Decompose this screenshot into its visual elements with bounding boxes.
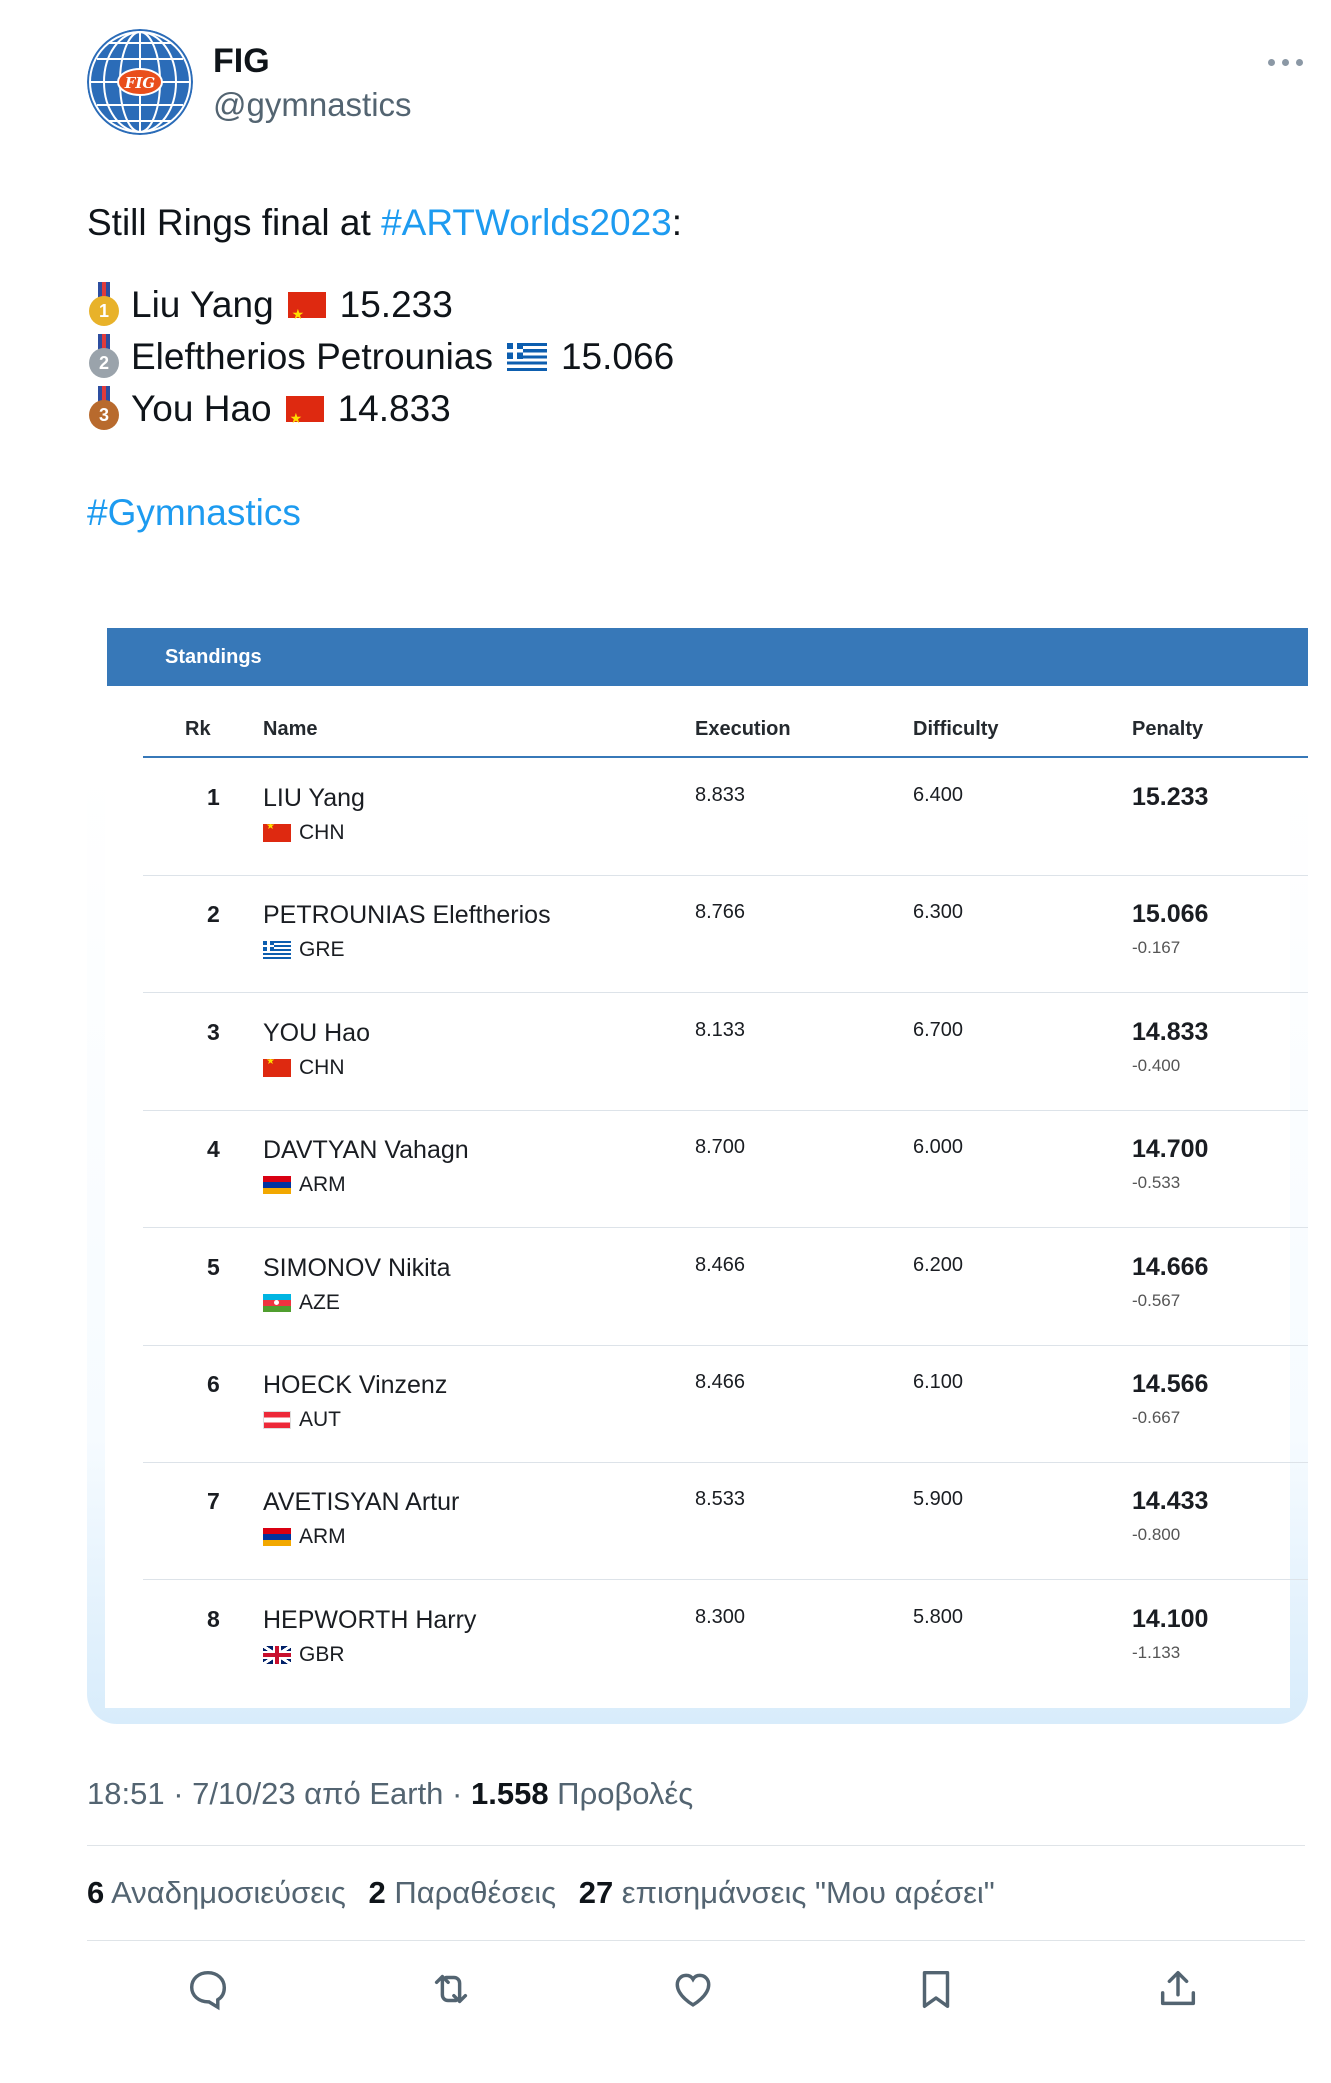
difficulty-score: 5.900 xyxy=(913,1488,964,1511)
penalty-value: -0.533 xyxy=(1132,1173,1181,1193)
athlete-name: HOECK Vinzenz xyxy=(263,1371,448,1399)
penalty-value: -0.567 xyxy=(1132,1290,1181,1310)
flag-icon xyxy=(263,1294,291,1312)
total-score: 14.433 xyxy=(1132,1487,1209,1516)
table-row xyxy=(143,1110,1308,1228)
execution-score: 8.533 xyxy=(695,1488,746,1511)
nation: GBR xyxy=(263,1643,345,1667)
execution-score: 8.766 xyxy=(695,901,746,924)
gold-medal-icon: 1 xyxy=(87,282,121,328)
fig-logo-icon xyxy=(87,29,193,135)
tweet-meta: 18:51 · 7/10/23 από Earth · 1.558 Προβολές xyxy=(87,1776,694,1811)
rank: 3 xyxy=(207,1018,220,1045)
tweet-text xyxy=(87,197,1267,539)
rank: 6 xyxy=(207,1371,220,1397)
china-flag-icon xyxy=(286,396,324,422)
table-row xyxy=(143,993,1308,1111)
divider xyxy=(87,1940,1305,1941)
difficulty-score: 6.100 xyxy=(913,1371,964,1393)
rank: 1 xyxy=(207,784,220,810)
athlete-name: AVETISYAN Artur xyxy=(263,1488,460,1517)
views-count: 1.558 xyxy=(470,1776,549,1811)
silver-medal-icon: 2 xyxy=(87,334,121,380)
timestamp[interactable]: 18:51 · 7/10/23 από Earth · xyxy=(87,1776,471,1811)
table-row xyxy=(143,875,1308,993)
more-icon[interactable] xyxy=(1268,50,1304,74)
rank: 5 xyxy=(207,1253,220,1280)
hashtag-gymnastics[interactable]: #Gymnastics xyxy=(87,492,301,533)
hashtag-artworlds[interactable]: #ARTWorlds2023 xyxy=(381,202,672,243)
difficulty-score: 5.800 xyxy=(913,1605,964,1628)
tweet-intro-line: Still Rings final at #ARTWorlds2023: xyxy=(87,202,683,243)
podium-line-1: 1 Liu Yang ★ 15.233 xyxy=(87,279,1267,331)
penalty-value: -0.667 xyxy=(1132,1408,1181,1427)
nation: ★ CHN xyxy=(263,1056,345,1080)
table-row xyxy=(143,758,1308,876)
athlete-name: LIU Yang xyxy=(263,784,365,812)
like-icon[interactable] xyxy=(670,1966,716,2012)
svg-text:FIG: FIG xyxy=(124,74,156,92)
flag-icon xyxy=(263,1646,291,1664)
bronze-medal-icon: 3 xyxy=(87,386,121,432)
total-score: 14.100 xyxy=(1132,1604,1209,1633)
difficulty-score: 6.400 xyxy=(913,784,964,806)
share-icon[interactable] xyxy=(1155,1966,1201,2012)
total-score: 15.066 xyxy=(1132,900,1209,929)
rank: 2 xyxy=(207,901,220,928)
athlete-name: DAVTYAN Vahagn xyxy=(263,1136,469,1165)
athlete-name: SIMONOV Nikita xyxy=(263,1253,451,1282)
execution-score: 8.133 xyxy=(695,1018,746,1041)
execution-score: 8.833 xyxy=(695,784,746,806)
avatar[interactable] xyxy=(87,29,193,135)
standings-image[interactable] xyxy=(87,628,1308,1724)
execution-score: 8.300 xyxy=(695,1605,746,1628)
nation: ARM xyxy=(263,1525,346,1549)
flag-icon xyxy=(263,1176,291,1194)
nation: ★ CHN xyxy=(263,821,345,845)
execution-score: 8.466 xyxy=(695,1371,746,1393)
total-score: 14.833 xyxy=(1132,1017,1209,1046)
podium-line-2: 2 Eleftherios Petrounias 15.066 xyxy=(87,331,1267,383)
rank: 7 xyxy=(207,1488,220,1515)
nation: ARM xyxy=(263,1173,346,1197)
execution-score: 8.700 xyxy=(695,1136,746,1159)
greece-flag-icon xyxy=(507,343,547,371)
execution-score: 8.466 xyxy=(695,1253,746,1276)
table-row xyxy=(143,1580,1308,1697)
difficulty-score: 6.300 xyxy=(913,901,964,924)
table-row xyxy=(143,1462,1308,1580)
podium-line-3: 3 You Hao ★ 14.833 xyxy=(87,383,1267,435)
nation: AUT xyxy=(263,1408,341,1432)
flag-icon xyxy=(263,1411,291,1429)
difficulty-score: 6.000 xyxy=(913,1136,964,1159)
table-row xyxy=(143,1228,1308,1346)
divider xyxy=(87,1845,1305,1846)
repost-icon[interactable] xyxy=(428,1966,474,2012)
total-score: 14.700 xyxy=(1132,1135,1209,1164)
flag-icon xyxy=(263,1528,291,1546)
nation: GRE xyxy=(263,938,345,962)
table-header: Rk Name Execution Difficulty Penalty xyxy=(143,698,1308,758)
flag-icon xyxy=(263,941,291,959)
quotes-stat[interactable]: 2 Παραθέσεις xyxy=(368,1875,557,1910)
reposts-stat[interactable]: 6 Αναδημοσιεύσεις xyxy=(87,1875,346,1910)
likes-stat[interactable]: 27 επισημάνσεις "Μου αρέσει" xyxy=(578,1875,995,1910)
flag-icon xyxy=(263,824,291,842)
table-row xyxy=(143,1345,1308,1463)
penalty-value: -0.800 xyxy=(1132,1525,1181,1545)
athlete-name: PETROUNIAS Eleftherios xyxy=(263,901,551,930)
total-score: 14.666 xyxy=(1132,1252,1209,1281)
athlete-name: YOU Hao xyxy=(263,1018,370,1047)
penalty-value: -0.400 xyxy=(1132,1055,1181,1075)
rank: 4 xyxy=(207,1136,220,1163)
athlete-name: HEPWORTH Harry xyxy=(263,1605,477,1634)
total-score: 15.233 xyxy=(1132,783,1209,811)
author-name[interactable]: FIG xyxy=(213,42,270,80)
penalty-value: -0.167 xyxy=(1132,938,1181,958)
author-handle[interactable]: @gymnastics xyxy=(213,86,412,123)
flag-icon xyxy=(263,1059,291,1077)
bookmark-icon[interactable] xyxy=(913,1966,959,2012)
nation: AZE xyxy=(263,1291,340,1315)
standings-title: Standings xyxy=(165,646,262,668)
penalty-value: -1.133 xyxy=(1132,1642,1181,1662)
action-bar xyxy=(0,1960,1331,2020)
difficulty-score: 6.700 xyxy=(913,1018,964,1041)
china-flag-icon xyxy=(288,292,326,318)
rank: 8 xyxy=(207,1605,220,1632)
difficulty-score: 6.200 xyxy=(913,1253,964,1276)
reply-icon[interactable] xyxy=(185,1966,231,2012)
tweet-stats xyxy=(87,1875,1009,1911)
standings-header-bar xyxy=(107,628,1308,686)
total-score: 14.566 xyxy=(1132,1370,1209,1398)
